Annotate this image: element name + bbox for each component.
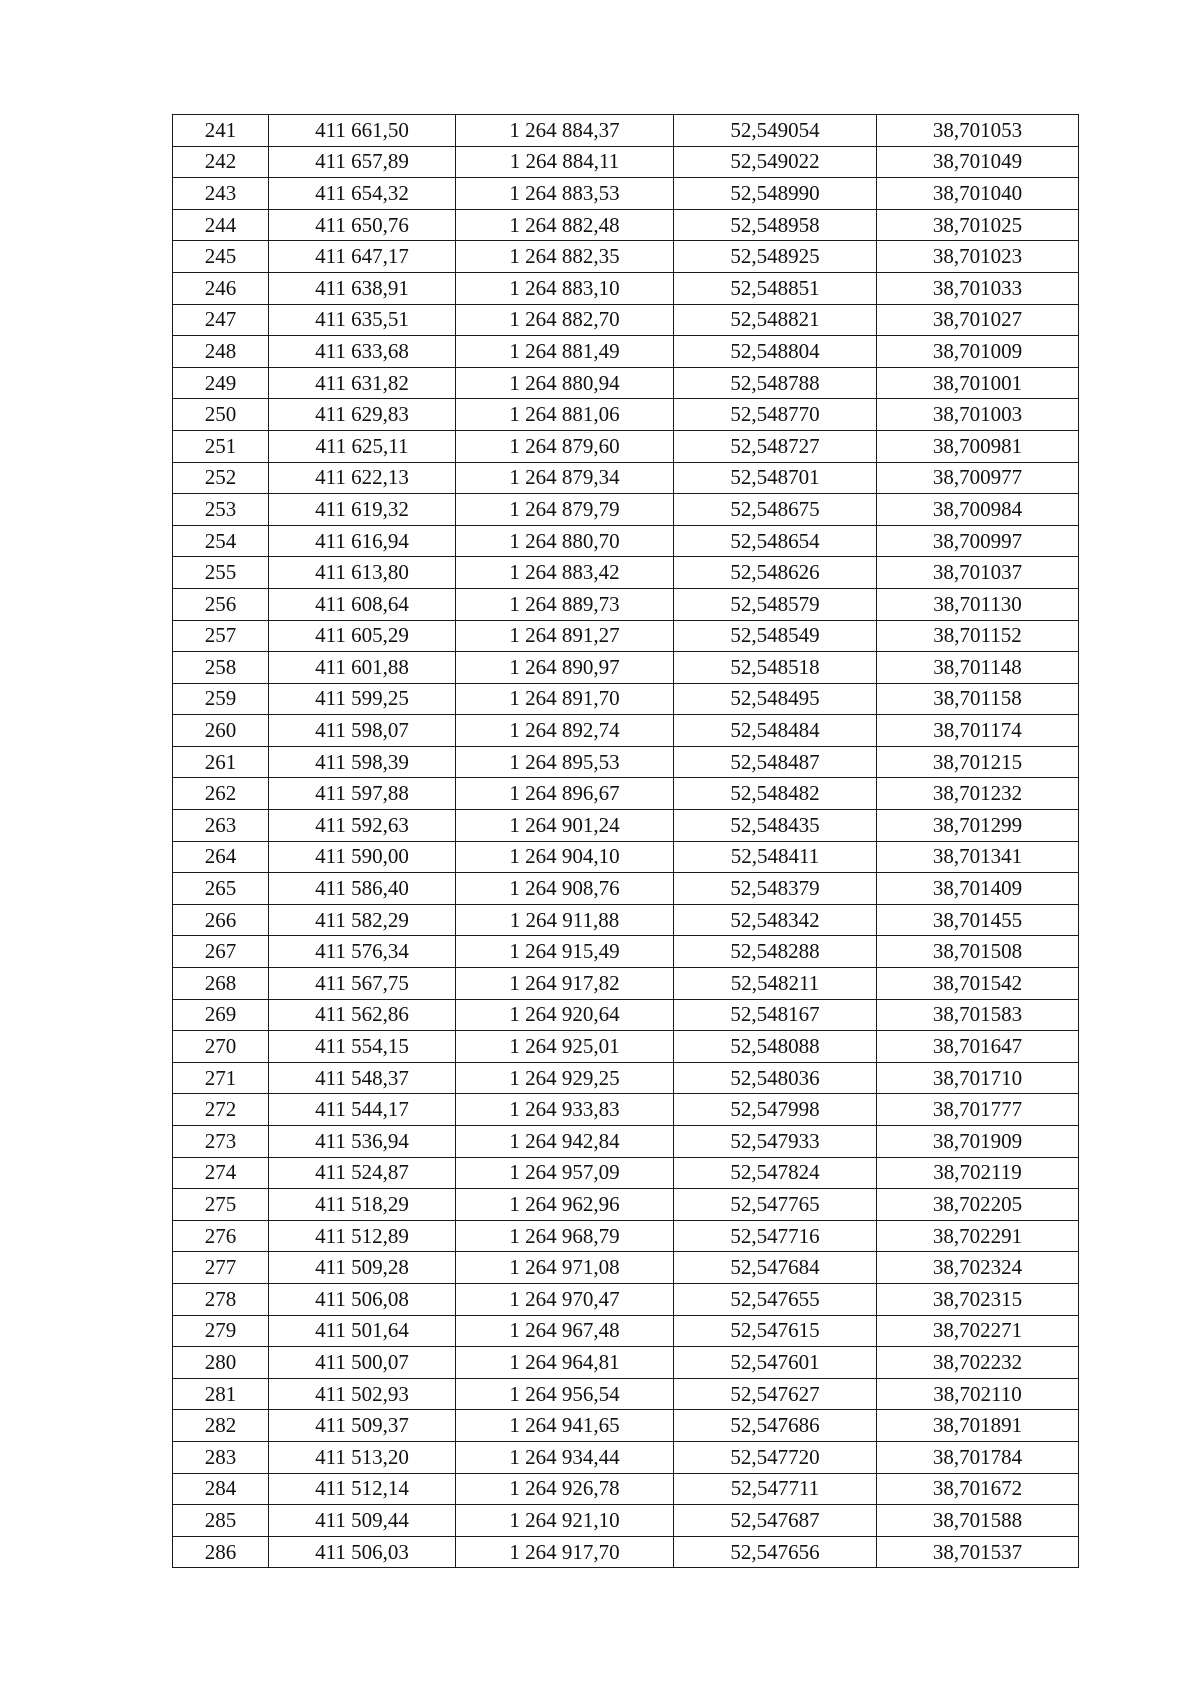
latitude-cell: 52,548411: [674, 841, 877, 873]
table-row: [173, 1189, 1079, 1221]
table-row: [173, 1220, 1079, 1252]
latitude-cell: 52,548925: [674, 241, 877, 273]
point-number-cell: 264: [173, 841, 269, 873]
point-number-cell: 248: [173, 336, 269, 368]
x-coordinate-cell: 411 661,50: [269, 115, 456, 147]
table-row: [173, 1062, 1079, 1094]
y-coordinate-cell: 1 264 891,27: [456, 620, 674, 652]
longitude-cell: 38,702205: [877, 1189, 1079, 1221]
table-row: [173, 1347, 1079, 1379]
point-number-cell: 242: [173, 146, 269, 178]
table-row: [173, 272, 1079, 304]
y-coordinate-cell: 1 264 879,60: [456, 430, 674, 462]
x-coordinate-cell: 411 650,76: [269, 209, 456, 241]
table-row: [173, 1315, 1079, 1347]
y-coordinate-cell: 1 264 883,42: [456, 557, 674, 589]
latitude-cell: 52,547615: [674, 1315, 877, 1347]
latitude-cell: 52,548036: [674, 1062, 877, 1094]
latitude-cell: 52,547656: [674, 1536, 877, 1568]
x-coordinate-cell: 411 548,37: [269, 1062, 456, 1094]
latitude-cell: 52,548167: [674, 999, 877, 1031]
point-number-cell: 271: [173, 1062, 269, 1094]
point-number-cell: 246: [173, 272, 269, 304]
latitude-cell: 52,548211: [674, 968, 877, 1000]
y-coordinate-cell: 1 264 941,65: [456, 1410, 674, 1442]
longitude-cell: 38,702324: [877, 1252, 1079, 1284]
longitude-cell: 38,701148: [877, 652, 1079, 684]
x-coordinate-cell: 411 509,28: [269, 1252, 456, 1284]
x-coordinate-cell: 411 616,94: [269, 525, 456, 557]
y-coordinate-cell: 1 264 889,73: [456, 588, 674, 620]
longitude-cell: 38,701049: [877, 146, 1079, 178]
y-coordinate-cell: 1 264 917,82: [456, 968, 674, 1000]
latitude-cell: 52,549022: [674, 146, 877, 178]
latitude-cell: 52,547686: [674, 1410, 877, 1442]
point-number-cell: 244: [173, 209, 269, 241]
latitude-cell: 52,548821: [674, 304, 877, 336]
point-number-cell: 251: [173, 430, 269, 462]
point-number-cell: 255: [173, 557, 269, 589]
longitude-cell: 38,701672: [877, 1473, 1079, 1505]
x-coordinate-cell: 411 567,75: [269, 968, 456, 1000]
table-row: [173, 430, 1079, 462]
latitude-cell: 52,548727: [674, 430, 877, 462]
longitude-cell: 38,701158: [877, 683, 1079, 715]
y-coordinate-cell: 1 264 925,01: [456, 1031, 674, 1063]
latitude-cell: 52,547627: [674, 1378, 877, 1410]
point-number-cell: 254: [173, 525, 269, 557]
y-coordinate-cell: 1 264 920,64: [456, 999, 674, 1031]
longitude-cell: 38,701009: [877, 336, 1079, 368]
y-coordinate-cell: 1 264 879,79: [456, 494, 674, 526]
table-row: [173, 1410, 1079, 1442]
latitude-cell: 52,547687: [674, 1505, 877, 1537]
table-row: [173, 336, 1079, 368]
point-number-cell: 276: [173, 1220, 269, 1252]
table-row: [173, 399, 1079, 431]
longitude-cell: 38,702291: [877, 1220, 1079, 1252]
latitude-cell: 52,548851: [674, 272, 877, 304]
table-row: [173, 904, 1079, 936]
point-number-cell: 249: [173, 367, 269, 399]
latitude-cell: 52,548495: [674, 683, 877, 715]
x-coordinate-cell: 411 524,87: [269, 1157, 456, 1189]
x-coordinate-cell: 411 608,64: [269, 588, 456, 620]
point-number-cell: 259: [173, 683, 269, 715]
y-coordinate-cell: 1 264 917,70: [456, 1536, 674, 1568]
point-number-cell: 250: [173, 399, 269, 431]
x-coordinate-cell: 411 501,64: [269, 1315, 456, 1347]
y-coordinate-cell: 1 264 884,11: [456, 146, 674, 178]
x-coordinate-cell: 411 598,07: [269, 715, 456, 747]
table-row: [173, 367, 1079, 399]
latitude-cell: 52,548484: [674, 715, 877, 747]
longitude-cell: 38,701001: [877, 367, 1079, 399]
y-coordinate-cell: 1 264 883,53: [456, 178, 674, 210]
y-coordinate-cell: 1 264 882,70: [456, 304, 674, 336]
y-coordinate-cell: 1 264 881,49: [456, 336, 674, 368]
longitude-cell: 38,701583: [877, 999, 1079, 1031]
table-row: [173, 999, 1079, 1031]
y-coordinate-cell: 1 264 964,81: [456, 1347, 674, 1379]
point-number-cell: 278: [173, 1283, 269, 1315]
y-coordinate-cell: 1 264 956,54: [456, 1378, 674, 1410]
table-row: [173, 778, 1079, 810]
table-row: [173, 304, 1079, 336]
point-number-cell: 283: [173, 1441, 269, 1473]
latitude-cell: 52,548990: [674, 178, 877, 210]
x-coordinate-cell: 411 513,20: [269, 1441, 456, 1473]
table-row: [173, 1283, 1079, 1315]
longitude-cell: 38,701341: [877, 841, 1079, 873]
table-row: [173, 620, 1079, 652]
point-number-cell: 252: [173, 462, 269, 494]
longitude-cell: 38,701409: [877, 873, 1079, 905]
latitude-cell: 52,547998: [674, 1094, 877, 1126]
table-row: [173, 557, 1079, 589]
point-number-cell: 265: [173, 873, 269, 905]
longitude-cell: 38,701508: [877, 936, 1079, 968]
x-coordinate-cell: 411 597,88: [269, 778, 456, 810]
point-number-cell: 284: [173, 1473, 269, 1505]
table-row: [173, 462, 1079, 494]
latitude-cell: 52,548770: [674, 399, 877, 431]
longitude-cell: 38,701130: [877, 588, 1079, 620]
longitude-cell: 38,701040: [877, 178, 1079, 210]
x-coordinate-cell: 411 631,82: [269, 367, 456, 399]
x-coordinate-cell: 411 544,17: [269, 1094, 456, 1126]
point-number-cell: 281: [173, 1378, 269, 1410]
point-number-cell: 247: [173, 304, 269, 336]
y-coordinate-cell: 1 264 882,35: [456, 241, 674, 273]
point-number-cell: 269: [173, 999, 269, 1031]
longitude-cell: 38,700977: [877, 462, 1079, 494]
longitude-cell: 38,701891: [877, 1410, 1079, 1442]
x-coordinate-cell: 411 654,32: [269, 178, 456, 210]
latitude-cell: 52,547933: [674, 1126, 877, 1158]
x-coordinate-cell: 411 502,93: [269, 1378, 456, 1410]
longitude-cell: 38,701025: [877, 209, 1079, 241]
table-row: [173, 652, 1079, 684]
table-row: [173, 1473, 1079, 1505]
x-coordinate-cell: 411 512,89: [269, 1220, 456, 1252]
table-row: [173, 588, 1079, 620]
x-coordinate-cell: 411 506,03: [269, 1536, 456, 1568]
point-number-cell: 274: [173, 1157, 269, 1189]
table-row: [173, 209, 1079, 241]
y-coordinate-cell: 1 264 967,48: [456, 1315, 674, 1347]
longitude-cell: 38,702119: [877, 1157, 1079, 1189]
longitude-cell: 38,701777: [877, 1094, 1079, 1126]
x-coordinate-cell: 411 657,89: [269, 146, 456, 178]
longitude-cell: 38,701542: [877, 968, 1079, 1000]
point-number-cell: 285: [173, 1505, 269, 1537]
latitude-cell: 52,547824: [674, 1157, 877, 1189]
latitude-cell: 52,547655: [674, 1283, 877, 1315]
y-coordinate-cell: 1 264 880,94: [456, 367, 674, 399]
x-coordinate-cell: 411 601,88: [269, 652, 456, 684]
latitude-cell: 52,548379: [674, 873, 877, 905]
latitude-cell: 52,548342: [674, 904, 877, 936]
x-coordinate-cell: 411 625,11: [269, 430, 456, 462]
x-coordinate-cell: 411 647,17: [269, 241, 456, 273]
longitude-cell: 38,702271: [877, 1315, 1079, 1347]
x-coordinate-cell: 411 635,51: [269, 304, 456, 336]
point-number-cell: 268: [173, 968, 269, 1000]
longitude-cell: 38,701588: [877, 1505, 1079, 1537]
longitude-cell: 38,701455: [877, 904, 1079, 936]
x-coordinate-cell: 411 554,15: [269, 1031, 456, 1063]
point-number-cell: 286: [173, 1536, 269, 1568]
latitude-cell: 52,547716: [674, 1220, 877, 1252]
table-row: [173, 841, 1079, 873]
y-coordinate-cell: 1 264 880,70: [456, 525, 674, 557]
longitude-cell: 38,701215: [877, 746, 1079, 778]
table-row: [173, 1126, 1079, 1158]
point-number-cell: 258: [173, 652, 269, 684]
y-coordinate-cell: 1 264 942,84: [456, 1126, 674, 1158]
x-coordinate-cell: 411 506,08: [269, 1283, 456, 1315]
y-coordinate-cell: 1 264 934,44: [456, 1441, 674, 1473]
y-coordinate-cell: 1 264 915,49: [456, 936, 674, 968]
y-coordinate-cell: 1 264 879,34: [456, 462, 674, 494]
latitude-cell: 52,548958: [674, 209, 877, 241]
x-coordinate-cell: 411 562,86: [269, 999, 456, 1031]
table-row: [173, 146, 1079, 178]
y-coordinate-cell: 1 264 962,96: [456, 1189, 674, 1221]
table-row: [173, 715, 1079, 747]
y-coordinate-cell: 1 264 970,47: [456, 1283, 674, 1315]
table-row: [173, 1031, 1079, 1063]
table-row: [173, 1252, 1079, 1284]
table-row: [173, 494, 1079, 526]
x-coordinate-cell: 411 512,14: [269, 1473, 456, 1505]
point-number-cell: 253: [173, 494, 269, 526]
longitude-cell: 38,700997: [877, 525, 1079, 557]
x-coordinate-cell: 411 599,25: [269, 683, 456, 715]
coordinates-table-body: [173, 115, 1079, 1568]
table-row: [173, 241, 1079, 273]
table-row: [173, 936, 1079, 968]
point-number-cell: 243: [173, 178, 269, 210]
y-coordinate-cell: 1 264 926,78: [456, 1473, 674, 1505]
latitude-cell: 52,547720: [674, 1441, 877, 1473]
latitude-cell: 52,548088: [674, 1031, 877, 1063]
table-row: [173, 1378, 1079, 1410]
y-coordinate-cell: 1 264 911,88: [456, 904, 674, 936]
x-coordinate-cell: 411 613,80: [269, 557, 456, 589]
x-coordinate-cell: 411 509,37: [269, 1410, 456, 1442]
longitude-cell: 38,702315: [877, 1283, 1079, 1315]
longitude-cell: 38,701027: [877, 304, 1079, 336]
longitude-cell: 38,700981: [877, 430, 1079, 462]
y-coordinate-cell: 1 264 933,83: [456, 1094, 674, 1126]
point-number-cell: 262: [173, 778, 269, 810]
longitude-cell: 38,701299: [877, 810, 1079, 842]
longitude-cell: 38,701537: [877, 1536, 1079, 1568]
y-coordinate-cell: 1 264 895,53: [456, 746, 674, 778]
latitude-cell: 52,548549: [674, 620, 877, 652]
y-coordinate-cell: 1 264 890,97: [456, 652, 674, 684]
table-row: [173, 810, 1079, 842]
latitude-cell: 52,548482: [674, 778, 877, 810]
point-number-cell: 261: [173, 746, 269, 778]
table-row: [173, 873, 1079, 905]
longitude-cell: 38,701053: [877, 115, 1079, 147]
y-coordinate-cell: 1 264 896,67: [456, 778, 674, 810]
latitude-cell: 52,548675: [674, 494, 877, 526]
longitude-cell: 38,700984: [877, 494, 1079, 526]
x-coordinate-cell: 411 500,07: [269, 1347, 456, 1379]
x-coordinate-cell: 411 590,00: [269, 841, 456, 873]
longitude-cell: 38,702110: [877, 1378, 1079, 1410]
point-number-cell: 275: [173, 1189, 269, 1221]
table-row: [173, 746, 1079, 778]
table-row: [173, 525, 1079, 557]
point-number-cell: 273: [173, 1126, 269, 1158]
latitude-cell: 52,548804: [674, 336, 877, 368]
point-number-cell: 260: [173, 715, 269, 747]
latitude-cell: 52,547711: [674, 1473, 877, 1505]
latitude-cell: 52,548487: [674, 746, 877, 778]
y-coordinate-cell: 1 264 921,10: [456, 1505, 674, 1537]
y-coordinate-cell: 1 264 908,76: [456, 873, 674, 905]
point-number-cell: 282: [173, 1410, 269, 1442]
point-number-cell: 270: [173, 1031, 269, 1063]
table-row: [173, 683, 1079, 715]
y-coordinate-cell: 1 264 968,79: [456, 1220, 674, 1252]
longitude-cell: 38,701232: [877, 778, 1079, 810]
table-row: [173, 1536, 1079, 1568]
longitude-cell: 38,701033: [877, 272, 1079, 304]
latitude-cell: 52,547601: [674, 1347, 877, 1379]
table-row: [173, 1441, 1079, 1473]
latitude-cell: 52,549054: [674, 115, 877, 147]
x-coordinate-cell: 411 586,40: [269, 873, 456, 905]
y-coordinate-cell: 1 264 957,09: [456, 1157, 674, 1189]
latitude-cell: 52,548654: [674, 525, 877, 557]
y-coordinate-cell: 1 264 882,48: [456, 209, 674, 241]
latitude-cell: 52,547765: [674, 1189, 877, 1221]
longitude-cell: 38,701023: [877, 241, 1079, 273]
x-coordinate-cell: 411 629,83: [269, 399, 456, 431]
x-coordinate-cell: 411 536,94: [269, 1126, 456, 1158]
y-coordinate-cell: 1 264 891,70: [456, 683, 674, 715]
point-number-cell: 279: [173, 1315, 269, 1347]
y-coordinate-cell: 1 264 971,08: [456, 1252, 674, 1284]
point-number-cell: 256: [173, 588, 269, 620]
latitude-cell: 52,548579: [674, 588, 877, 620]
x-coordinate-cell: 411 638,91: [269, 272, 456, 304]
x-coordinate-cell: 411 576,34: [269, 936, 456, 968]
latitude-cell: 52,548435: [674, 810, 877, 842]
x-coordinate-cell: 411 598,39: [269, 746, 456, 778]
point-number-cell: 257: [173, 620, 269, 652]
longitude-cell: 38,701647: [877, 1031, 1079, 1063]
point-number-cell: 267: [173, 936, 269, 968]
latitude-cell: 52,548626: [674, 557, 877, 589]
y-coordinate-cell: 1 264 892,74: [456, 715, 674, 747]
table-row: [173, 1505, 1079, 1537]
longitude-cell: 38,701784: [877, 1441, 1079, 1473]
y-coordinate-cell: 1 264 881,06: [456, 399, 674, 431]
longitude-cell: 38,701003: [877, 399, 1079, 431]
x-coordinate-cell: 411 582,29: [269, 904, 456, 936]
x-coordinate-cell: 411 509,44: [269, 1505, 456, 1537]
point-number-cell: 280: [173, 1347, 269, 1379]
longitude-cell: 38,701152: [877, 620, 1079, 652]
y-coordinate-cell: 1 264 904,10: [456, 841, 674, 873]
point-number-cell: 263: [173, 810, 269, 842]
point-number-cell: 272: [173, 1094, 269, 1126]
latitude-cell: 52,547684: [674, 1252, 877, 1284]
longitude-cell: 38,701909: [877, 1126, 1079, 1158]
point-number-cell: 277: [173, 1252, 269, 1284]
longitude-cell: 38,702232: [877, 1347, 1079, 1379]
x-coordinate-cell: 411 592,63: [269, 810, 456, 842]
coordinates-table: [172, 114, 1079, 1568]
x-coordinate-cell: 411 622,13: [269, 462, 456, 494]
latitude-cell: 52,548701: [674, 462, 877, 494]
x-coordinate-cell: 411 633,68: [269, 336, 456, 368]
latitude-cell: 52,548788: [674, 367, 877, 399]
table-row: [173, 1157, 1079, 1189]
table-row: [173, 115, 1079, 147]
table-row: [173, 1094, 1079, 1126]
longitude-cell: 38,701710: [877, 1062, 1079, 1094]
y-coordinate-cell: 1 264 883,10: [456, 272, 674, 304]
point-number-cell: 245: [173, 241, 269, 273]
latitude-cell: 52,548288: [674, 936, 877, 968]
table-row: [173, 178, 1079, 210]
y-coordinate-cell: 1 264 901,24: [456, 810, 674, 842]
latitude-cell: 52,548518: [674, 652, 877, 684]
x-coordinate-cell: 411 518,29: [269, 1189, 456, 1221]
table-row: [173, 968, 1079, 1000]
point-number-cell: 241: [173, 115, 269, 147]
y-coordinate-cell: 1 264 929,25: [456, 1062, 674, 1094]
point-number-cell: 266: [173, 904, 269, 936]
x-coordinate-cell: 411 619,32: [269, 494, 456, 526]
longitude-cell: 38,701037: [877, 557, 1079, 589]
y-coordinate-cell: 1 264 884,37: [456, 115, 674, 147]
longitude-cell: 38,701174: [877, 715, 1079, 747]
x-coordinate-cell: 411 605,29: [269, 620, 456, 652]
